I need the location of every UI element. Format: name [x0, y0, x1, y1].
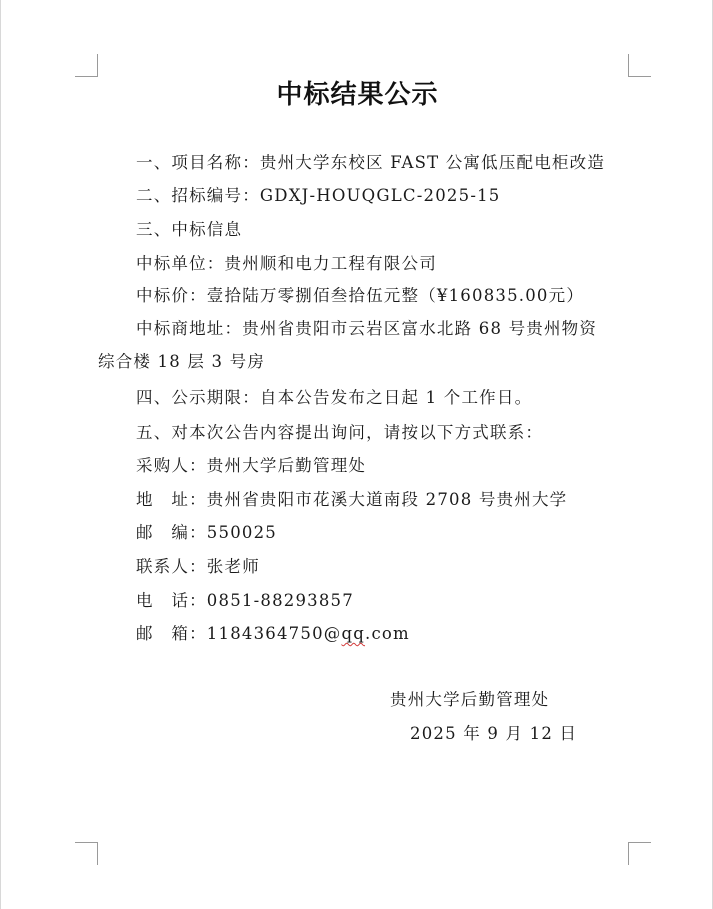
- buyer-line: 采购人：贵州大学后勤管理处: [136, 456, 367, 475]
- email-domain-spellcheck: qq: [341, 624, 366, 643]
- phone-line: 电 话：0851-88293857: [136, 591, 354, 610]
- winning-bidder-line: 中标单位：贵州顺和电力工程有限公司: [136, 254, 437, 273]
- signature-date: 2025 年 9 月 12 日: [410, 724, 578, 743]
- email-prefix: 邮 箱：1184364750@: [136, 624, 342, 643]
- bidder-address-line: 中标商地址：贵州省贵阳市云岩区富水北路 68 号贵州物资: [136, 319, 598, 338]
- signature-organization: 贵州大学后勤管理处: [390, 690, 550, 709]
- email-suffix: .com: [365, 624, 410, 643]
- margin-corner-bottom-right: [628, 842, 651, 865]
- notice-period-line: 四、公示期限：自本公告发布之日起 1 个工作日。: [136, 388, 533, 407]
- buyer-address-line: 地 址：贵州省贵阳市花溪大道南段 2708 号贵州大学: [136, 490, 568, 509]
- postcode-line: 邮 编：550025: [136, 523, 277, 542]
- document-title: 中标结果公示: [276, 80, 439, 110]
- winning-price-line: 中标价：壹拾陆万零捌佰叁拾伍元整（¥160835.00元）: [136, 286, 585, 305]
- margin-corner-bottom-left: [75, 842, 98, 865]
- tender-number-line: 二、招标编号：GDXJ-HOUQGLC-2025-15: [136, 186, 501, 205]
- email-line: [136, 624, 410, 644]
- bidder-address-continuation: 综合楼 18 层 3 号房: [98, 352, 266, 371]
- contact-heading: 五、对本次公告内容提出询问，请按以下方式联系：: [136, 423, 544, 442]
- project-name-line: 一、项目名称：贵州大学东校区 FAST 公寓低压配电柜改造: [136, 153, 606, 172]
- contact-person-line: 联系人：张老师: [136, 557, 260, 576]
- award-info-heading: 三、中标信息: [136, 220, 243, 239]
